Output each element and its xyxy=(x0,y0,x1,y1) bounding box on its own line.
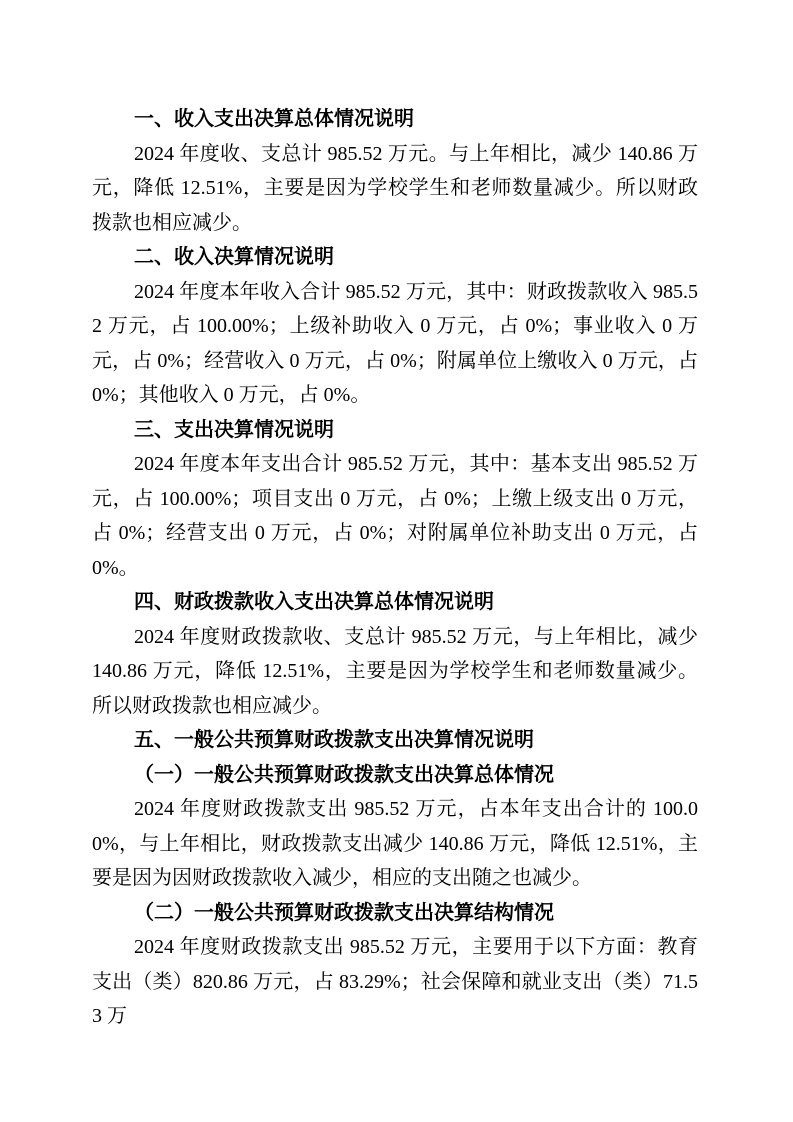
section-2-heading: 二、收入决算情况说明 xyxy=(134,246,334,268)
section-3-heading: 三、支出决算情况说明 xyxy=(134,418,334,441)
section-1-paragraph: 2024 年度收、支总计 985.52 万元。与上年相比，减少 140.86 万元，降低 12.51%，主要是因为学校学生和老师数量减少。所以财政拨款也相应减少。 xyxy=(92,142,698,234)
section-2-paragraph: 2024 年度本年收入合计 985.52 万元，其中：财政拨款收入 985.52 万元，占 100.00%；上级补助收入 0 万元，占 0%；事业收入 0 万元，占 0%；经营收入 0 万元，占 0%；附属单位上缴收入 0 万元，占 0%；其他收入 0 万元，占 0%。 xyxy=(92,280,698,406)
section-1-heading: 一、收入支出决算总体情况说明 xyxy=(134,108,414,130)
section-5-sub-1-paragraph: 2024 年度财政拨款支出 985.52 万元，占本年支出合计的 100.00%，与上年相比，财政拨款支出减少 140.86 万元，降低 12.51%，主要是因为因财政拨款收入减少，相应的支出随之也减少。 xyxy=(92,798,698,889)
section-4-paragraph: 2024 年度财政拨款收、支总计 985.52 万元，与上年相比，减少 140.86 万元，降低 12.51%，主要是因为学校学生和老师数量减少。所以财政拨款也相应减少。 xyxy=(92,625,698,717)
section-5-heading: 五、一般公共预算财政拨款支出决算情况说明 xyxy=(134,729,534,751)
section-5-sub-2-heading: （二）一般公共预算财政拨款支出决算结构情况 xyxy=(134,901,554,924)
section-5-sub-2-paragraph: 2024 年度财政拨款支出 985.52 万元，主要用于以下方面：教育支出（类）820.86 万元，占 83.29%；社会保障和就业支出（类）71.53 万 xyxy=(92,936,698,1027)
section-3-paragraph: 2024 年度本年支出合计 985.52 万元，其中：基本支出 985.52 万元，占 100.00%；项目支出 0 万元，占 0%；上缴上级支出 0 万元，占 0%；经营支出 0 万元，占 0%；对附属单位补助支出 0 万元，占 0%。 xyxy=(92,453,698,579)
section-5-sub-1-heading: （一）一般公共预算财政拨款支出决算总体情况 xyxy=(134,763,554,786)
section-4-heading: 四、财政拨款收入支出决算总体情况说明 xyxy=(134,591,494,613)
document-content xyxy=(92,102,698,1034)
